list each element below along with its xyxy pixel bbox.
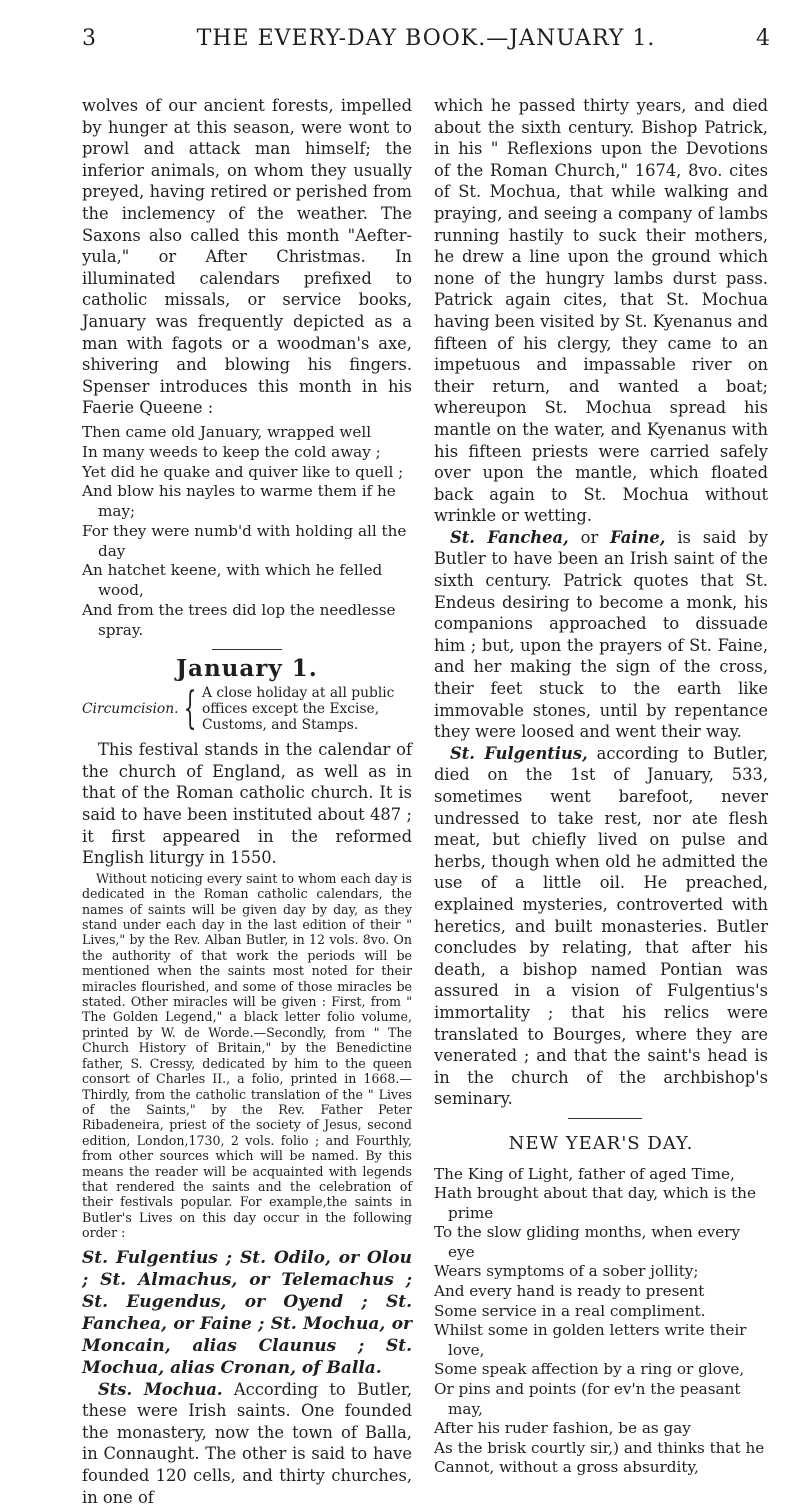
festival-paragraph: This festival stands in the calendar of the church of England, as well as in that of the Roman catholic church. It is said to have been instituted about 487 ; it first appeared in the reformed English liturgy in 1550. — [82, 740, 412, 868]
mochua-text: According to Butler, these were Irish saints. One founded the monastery, now the town of Balla, in Connaught. The other is said to have founded 120 cells, and thirty churches, in one of — [82, 1379, 412, 1507]
page-header — [82, 26, 770, 60]
fanchea-text: is said by Butler to have been an Irish saint of the sixth century. Patrick quotes that St. Endeus desiring to become a monk, his companions approached to dissuade him ; but, upon the prayers of St. Faine, and her making the sign of the cross, their feet stuck to the earth like immovable stones, until by repentance they were loosed and went their way. — [434, 527, 769, 742]
verse-line: Wears symptoms of a sober jollity; — [434, 1262, 699, 1281]
fulgentius-text: according to Butler, died on the 1st of January, 533, sometimes went barefoot, never undressed to take rest, nor ate flesh meat, but chiefly lived on pulse and herbs, though when old he admitted the use of a little oil. He preached, explained mysteries, controverted with heretics, and built monasteries. Butler concludes by relating, that after his death, a bishop named Pontian was assured in a vision of Fulgentius's immortality ; that his relics were translated to Bourges, where they are venerated ; and that the saint's head is in the church of the archbishop's seminary. — [434, 743, 768, 1109]
or-text: or — [568, 527, 611, 547]
left-column — [82, 95, 412, 1508]
section-title: NEW YEAR'S DAY. — [508, 1132, 694, 1154]
verse-line: To the slow gliding months, when every eye — [434, 1223, 741, 1261]
feast-name: Circumcision. — [82, 701, 179, 718]
intro-paragraph: wolves of our ancient forests, impelled by hunger at this season, were wont to prowl and attack man himself; the inferior animals, on whom they usually preyed, having retired or perished from the inclemency of the weather. The Saxons also called this month "Aefter-yula," or After Christmas. In illuminated calendars prefixed to catholic missals, or service books, January was frequently depicted as a man with fagots or a woodman's axe, shivering and blowing his fingers. Spenser introduces this month in his Faerie Queene : — [82, 96, 412, 418]
poem-line: For they were numb'd with holding all the day — [82, 521, 407, 560]
continuation-paragraph: which he passed thirty years, and died about the sixth century. Bishop Patrick, in his " Reflexions upon the Devotions of the Roman Church," 1674, 8vo. cites of St. Mochua, that while walking and praying, and seeing a company of lambs running hastily to suck their mothers, he drew a line upon the ground which none of the hungry lambs durst pass. Patrick again cites, that St. Mochua having been visited by St. Kyenanus and fifteen of his clergy, they came to an impetuous and impassable river on their return, and wanted a boat; whereupon St. Mochua spread his mantle on the water, and Kyenanus with his fifteen priests were carried safely over upon the mantle, which floated back again to St. Mochua without wrinkle or wetting. — [434, 96, 768, 526]
verse-line: And every hand is ready to present — [434, 1282, 705, 1301]
poem-line: In many weeds to keep the cold away ; — [82, 442, 381, 461]
verse-line: Whilst some in golden letters write their love, — [434, 1321, 747, 1359]
divider-rule — [212, 649, 282, 650]
verse-line: Some service in a real compliment. — [434, 1301, 706, 1320]
spenser-poem — [82, 423, 412, 641]
verse-line: As the brisk courtly sir,) and thinks that he — [434, 1438, 765, 1457]
poem-line: And blow his nayles to warme them if he may; — [82, 482, 396, 521]
corner-mark: 4 — [756, 26, 770, 51]
right-column — [434, 95, 768, 1478]
verse-line: Cannot, without a gross absurdity, — [434, 1458, 699, 1477]
verse-line: Or pins and points (for ev'n the peasant may, — [434, 1380, 741, 1418]
feast-description: A close holiday at all public offices except the Excise, Customs, and Stamps. — [202, 685, 395, 734]
fanchea-paragraph — [434, 527, 768, 743]
poem-line: Then came old January, wrapped well — [82, 422, 372, 441]
verse-line: The King of Light, father of aged Time, — [434, 1164, 735, 1183]
saint-name: Faine, — [610, 527, 666, 547]
page-number: 3 — [82, 26, 96, 51]
divider-rule — [568, 1118, 642, 1119]
poem-line: And from the trees did lop the needlesse spray. — [82, 601, 396, 639]
verse-line: Some speak affection by a ring or glove, — [434, 1360, 745, 1379]
editorial-note: Without noticing every saint to whom each day is dedicated in the Roman catholic calendars, the names of saints will be given day by day, as they stand under each day in the last edition of their " Lives," by the Rev. Alban Butler, in 12 vols. 8vo. On the authority of that work the periods will be mentioned when the saints most noted for their miracles flourished, and some of those miracles be stated. Other miracles will be given : First, from " The Golden Legend," a black letter folio volume, printed by W. de Worde.—Secondly, from " The Church History of Britain," by the Benedictine father, S. Cressy, dedicated by him to the queen consort of Charles II., a folio, printed in 1668.—Thirdly, from the catholic translation of the " Lives of the Saints," by the Rev. Father Peter Ribadeneira, priest of the society of Jesus, second edition, London,1730, 2 vols. folio ; and Fourthly, from other sources which will be named. By this means the reader will be acquainted with legends that rendered the saints and the celebration of their festivals popular. For example,the saints in Butler's Lives on this day occur in the following order : — [82, 870, 412, 1241]
mochua-paragraph — [82, 1379, 412, 1508]
fulgentius-paragraph — [434, 743, 768, 1110]
brace-icon: { — [183, 683, 197, 735]
feast-entry — [82, 685, 412, 733]
saint-name: Sts. Mochua. — [98, 1379, 223, 1399]
verse-line: After his ruder fashion, be as gay — [434, 1419, 691, 1438]
month-heading: January 1. — [176, 654, 318, 682]
verse-line: Hath brought about that day, which is the prime — [434, 1184, 756, 1222]
poem-line: An hatchet keene, with which he felled wood, — [82, 561, 383, 600]
saint-name: St. Fanchea, — [450, 527, 569, 547]
new-year-verse — [434, 1165, 768, 1479]
running-title: THE EVERY-DAY BOOK.—JANUARY 1. — [196, 26, 656, 51]
saint-name: St. Fulgentius, — [450, 743, 588, 763]
poem-line: Yet did he quake and quiver like to quell ; — [82, 462, 404, 481]
saints-list: St. Fulgentius ; St. Odilo, or Olou ; St. Almachus, or Telemachus ; St. Eugendus, or Oyend ; St. Fanchea, or Faine ; St. Mochua, or Moncain, alias Claunus ; St. Mochua, alias Cronan, of Balla. — [82, 1247, 412, 1378]
